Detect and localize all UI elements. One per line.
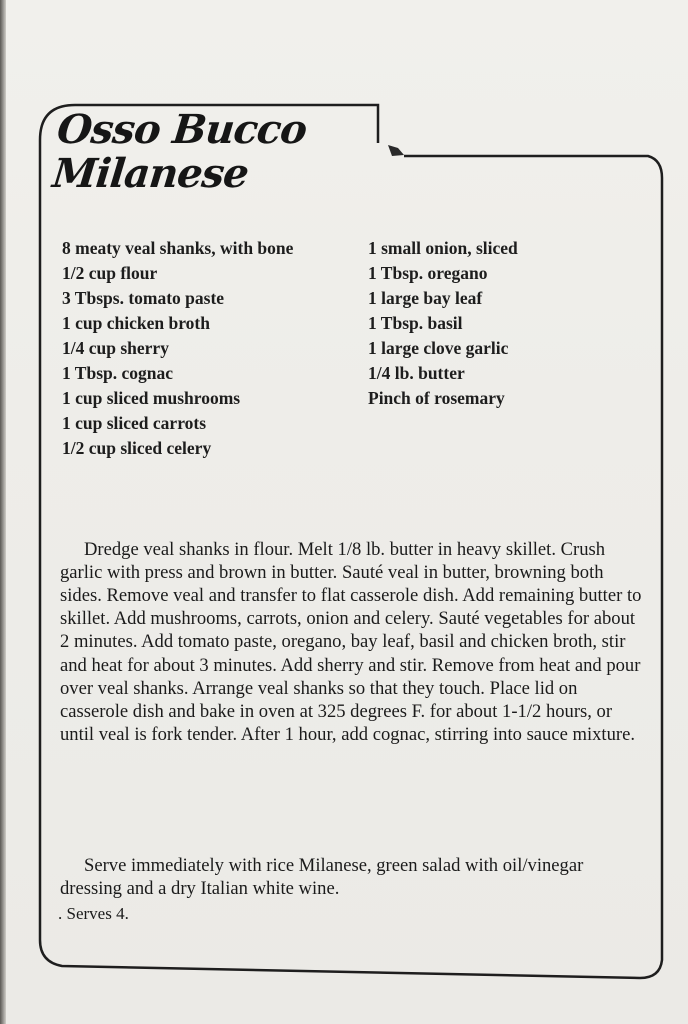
ingredient-item: 8 meaty veal shanks, with bone xyxy=(62,238,294,258)
ingredient-item: 1 Tbsp. cognac xyxy=(62,363,174,383)
recipe-title xyxy=(50,108,308,196)
ingredient-item: 1/4 lb. butter xyxy=(368,363,465,383)
ingredient-item: 1 Tbsp. basil xyxy=(368,313,463,333)
ingredient-item: 1 cup chicken broth xyxy=(62,313,210,333)
servings-note: . Serves 4. xyxy=(58,904,129,923)
directions-paragraph: Dredge veal shanks in flour. Melt 1/8 lb. butter in heavy skillet. Crush garlic with press and brown in butter. Sauté veal in butter, browning both sides. Remove veal and transfer to flat casserole dish. Add remaining butter to skillet. Add mushrooms, carrots, onion and celery. Sauté vegetables for about 2 minutes. Add tomato paste, oregano, bay leaf, basil and chicken broth, stir and heat for about 3 minutes. Add sherry and stir. Remove from heat and pour over veal shanks. Arrange veal shanks so that they touch. Place lid on casserole dish and bake in oven at 325 degrees F. for about 1-1/2 hours, or until veal is fork tender. After 1 hour, add cognac, stirring into sauce mixture. xyxy=(60,538,642,746)
ingredient-item: 1 cup sliced mushrooms xyxy=(62,388,241,408)
ingredient-item: 1/2 cup flour xyxy=(62,263,158,283)
title-line-2: Milanese xyxy=(50,150,251,197)
ingredient-item: 1 large bay leaf xyxy=(368,288,483,308)
ingredient-item: Pinch of rosemary xyxy=(368,388,505,408)
ingredients-left-column xyxy=(62,236,352,461)
ingredient-item: 1/4 cup sherry xyxy=(62,338,169,358)
ingredient-item: 1 small onion, sliced xyxy=(368,238,518,258)
ingredient-item: 1 large clove garlic xyxy=(368,338,509,358)
ingredient-item: 1 cup sliced carrots xyxy=(62,413,207,433)
serving-suggestion: Serve immediately with rice Milanese, green salad with oil/vinegar dressing and a dry Italian white wine. xyxy=(60,854,584,899)
ingredient-item: 1/2 cup sliced celery xyxy=(62,438,212,458)
ingredients-right-column xyxy=(368,236,658,411)
ingredient-item: 3 Tbsps. tomato paste xyxy=(62,288,225,308)
title-line-1: Osso Bucco xyxy=(54,106,309,153)
ingredient-item: 1 Tbsp. oregano xyxy=(368,263,488,283)
